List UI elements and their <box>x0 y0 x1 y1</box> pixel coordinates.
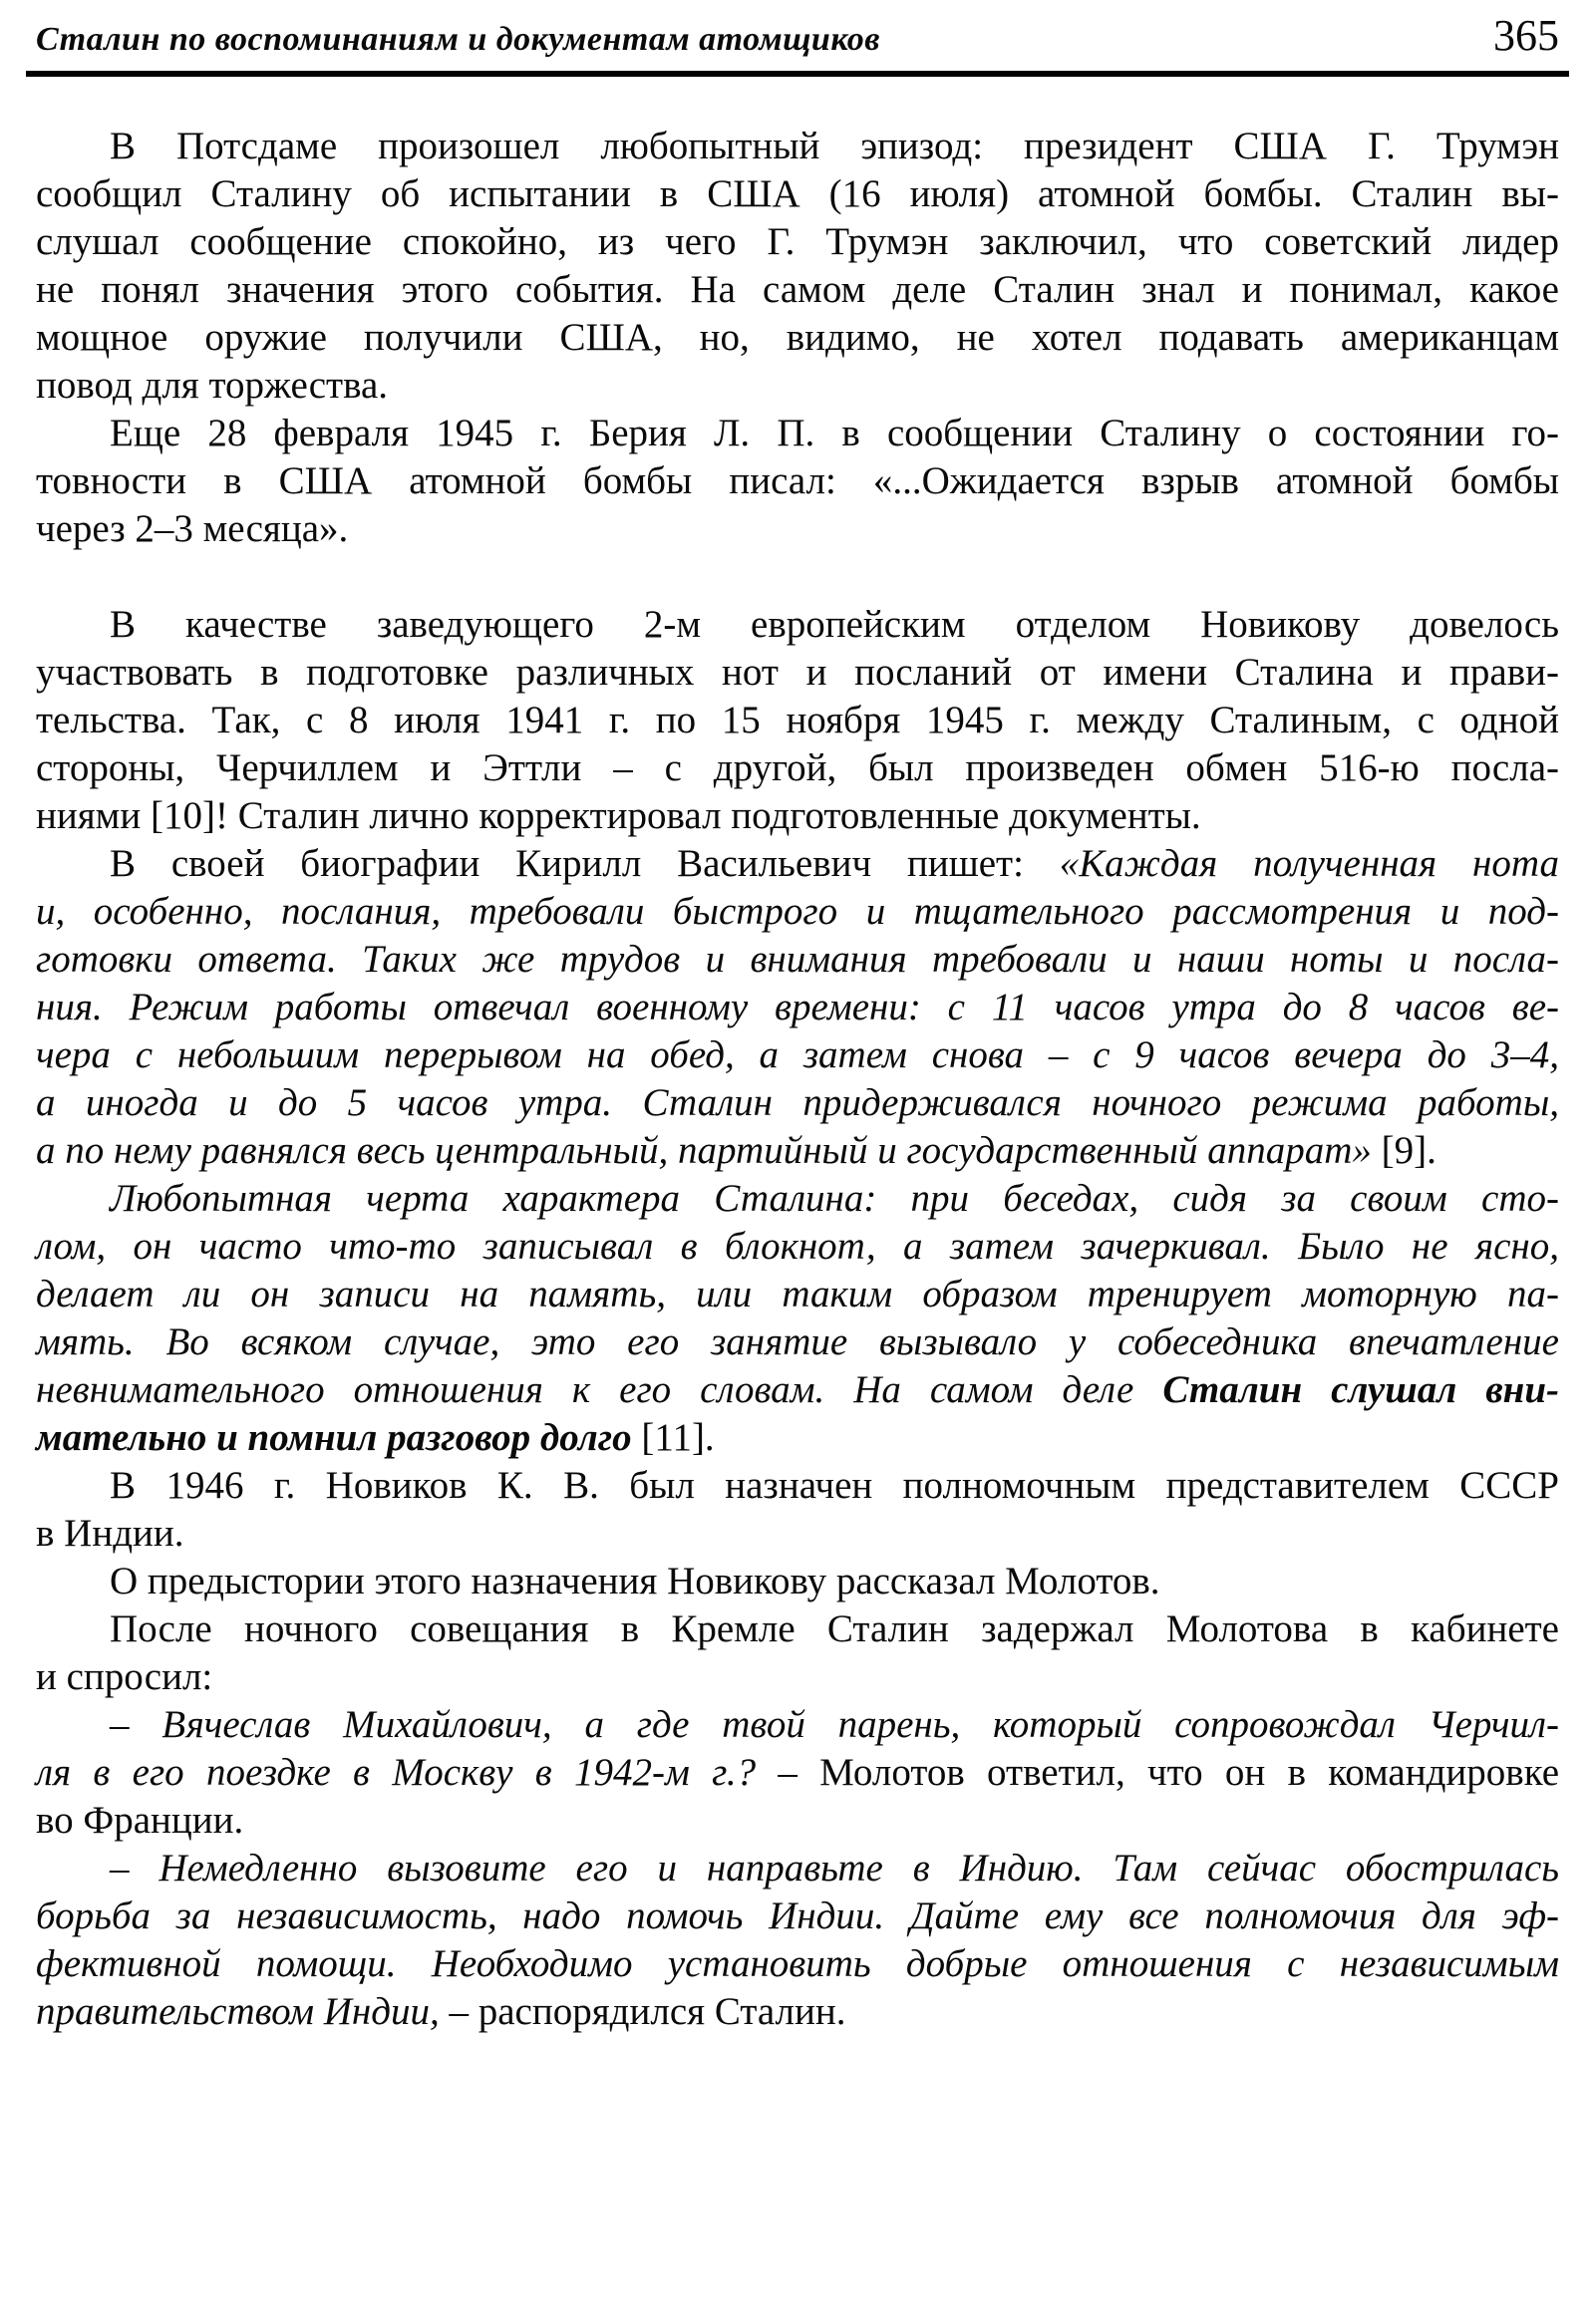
text-run: правительством Индии, <box>36 1990 450 2033</box>
text-line <box>36 1318 1559 1366</box>
text-line <box>36 936 1559 984</box>
running-head-title: Сталин по воспоминаниям и документам атомщиков <box>36 21 880 58</box>
text-run: Сталин слушал вни- <box>1162 1368 1559 1411</box>
text-run: – Немедленно вызовите его и направьте в Индию. Там сейчас обострилась <box>110 1847 1559 1889</box>
paragraph <box>36 410 1559 553</box>
text-run: лом, он часто что-то записывал в блокнот, а затем зачеркивал. Было не ясно, <box>36 1225 1559 1268</box>
text-line <box>36 744 1559 792</box>
text-line <box>36 1271 1559 1318</box>
text-run: а иногда и до 5 часов утра. Сталин придерживался ночного режима работы, <box>36 1081 1559 1124</box>
text-run: слушал сообщение спокойно, из чего Г. Трумэн заключил, что советский лидер <box>36 220 1559 263</box>
text-line <box>36 888 1559 936</box>
text-line <box>36 1462 1559 1510</box>
paragraph <box>36 1462 1559 1558</box>
paragraph <box>36 1701 1559 1845</box>
text-line <box>36 1366 1559 1414</box>
text-line <box>36 170 1559 218</box>
text-line <box>36 840 1559 888</box>
text-run: – распорядился Сталин. <box>449 1990 846 2033</box>
text-line <box>36 1892 1559 1940</box>
text-line <box>36 362 1559 410</box>
text-line <box>36 457 1559 505</box>
text-line <box>36 1845 1559 1892</box>
text-run: ния. Режим работы отвечал военному времени: с 11 часов утра до 8 часов ве- <box>36 986 1559 1028</box>
text-line <box>36 697 1559 744</box>
text-line <box>36 1653 1559 1701</box>
text-line <box>36 601 1559 649</box>
text-line <box>36 123 1559 170</box>
page-number: 365 <box>1493 11 1559 60</box>
text-line <box>36 1797 1559 1845</box>
paragraph <box>36 840 1559 1175</box>
body-text <box>36 123 1559 2036</box>
text-line <box>36 1031 1559 1079</box>
text-run: тельства. Так, с 8 июля 1941 г. по 15 ноября 1945 г. между Сталиным, с одной <box>36 699 1559 741</box>
text-line <box>36 1749 1559 1797</box>
text-run: товности в США атомной бомбы писал: «...Ожидается взрыв атомной бомбы <box>36 459 1559 502</box>
text-run: О предыстории этого назначения Новикову рассказал Молотов. <box>110 1560 1160 1602</box>
text-line <box>36 1605 1559 1653</box>
text-run: В 1946 г. Новиков К. В. был назначен полномочным представителем СССР <box>110 1464 1559 1507</box>
paragraph <box>36 1845 1559 2036</box>
text-run: фективной помощи. Необходимо установить добрые отношения с независимым <box>36 1942 1559 1985</box>
text-run: через 2–3 месяца». <box>36 507 349 550</box>
text-run: мощное оружие получили США, но, видимо, не хотел подавать американцам <box>36 316 1559 359</box>
text-line <box>36 218 1559 266</box>
paragraph <box>36 1175 1559 1462</box>
text-line <box>36 1558 1559 1605</box>
text-run: и спросил: <box>36 1655 213 1698</box>
text-run: Любопытная черта характера Сталина: при беседах, сидя за своим сто- <box>110 1177 1559 1220</box>
text-run: участвовать в подготовке различных нот и посланий от имени Сталина и прави- <box>36 651 1559 694</box>
text-run: Еще 28 февраля 1945 г. Берия Л. П. в сообщении Сталину о состоянии го- <box>110 412 1559 454</box>
text-line <box>36 792 1559 840</box>
text-line <box>36 1940 1559 1988</box>
header-rule <box>26 71 1569 77</box>
text-line <box>36 1701 1559 1749</box>
text-run: – Молотов ответил, что он в командировке <box>778 1751 1560 1794</box>
text-run: в Индии. <box>36 1512 184 1555</box>
text-run: борьба за независимость, надо помочь Индии. Дайте ему все полномочия для эф- <box>36 1894 1559 1937</box>
running-head <box>36 11 1559 60</box>
text-run: ниями [10]! Сталин лично корректировал подготовленные документы. <box>36 794 1201 837</box>
text-run: ля в его поездке в Москву в 1942-м г.? <box>36 1751 779 1794</box>
text-run: чера с небольшим перерывом на обед, а затем снова – с 9 часов вечера до 3–4, <box>36 1033 1559 1076</box>
text-run: во Франции. <box>36 1799 244 1842</box>
text-run: «Каждая полученная нота <box>1059 842 1560 885</box>
text-line <box>36 1175 1559 1223</box>
paragraph <box>36 1558 1559 1605</box>
text-line <box>36 1988 1559 2036</box>
text-run: сообщил Сталину об испытании в США (16 июля) атомной бомбы. Сталин вы- <box>36 172 1559 215</box>
text-line <box>36 266 1559 314</box>
text-run: не понял значения этого события. На самом деле Сталин знал и понимал, какое <box>36 268 1559 311</box>
text-run: и, особенно, послания, требовали быстрого и тщательного рассмотрения и под- <box>36 890 1559 933</box>
text-line <box>36 1223 1559 1271</box>
text-line <box>36 314 1559 362</box>
text-run: После ночного совещания в Кремле Сталин задержал Молотова в кабинете <box>110 1607 1559 1650</box>
text-run: мательно и помнил разговор долго <box>36 1416 632 1459</box>
paragraph <box>36 1605 1559 1701</box>
text-run: делает ли он записи на память, или таким образом тренирует моторную па- <box>36 1273 1559 1315</box>
text-run: а по нему равнялся весь центральный, партийный и государственный аппарат» <box>36 1129 1372 1172</box>
text-run: невнимательного отношения к его словам. На самом деле <box>36 1368 1163 1411</box>
text-run: готовки ответа. Таких же трудов и внимания требовали и наши ноты и посла- <box>36 938 1559 981</box>
text-run: стороны, Черчиллем и Эттли – с другой, был произведен обмен 516-ю посла- <box>36 746 1559 789</box>
paragraph <box>36 123 1559 410</box>
text-run: [9]. <box>1371 1129 1436 1172</box>
text-run: повод для торжества. <box>36 364 389 407</box>
text-line <box>36 505 1559 553</box>
text-run: В Потсдаме произошел любопытный эпизод: президент США Г. Трумэн <box>110 125 1559 167</box>
text-run: – Вячеслав Михайлович, а где твой парень, который сопровождал Черчил- <box>110 1703 1559 1746</box>
text-line <box>36 1079 1559 1127</box>
text-line <box>36 984 1559 1031</box>
text-run: В своей биографии Кирилл Васильевич пишет: <box>110 842 1060 885</box>
text-line <box>36 410 1559 457</box>
text-run: мять. Во всяком случае, это его занятие вызывало у собеседника впечатление <box>36 1320 1559 1363</box>
text-line <box>36 1127 1559 1175</box>
text-line <box>36 649 1559 697</box>
paragraph <box>36 601 1559 840</box>
text-line <box>36 1510 1559 1558</box>
text-run: [11]. <box>631 1416 715 1459</box>
text-line <box>36 1414 1559 1462</box>
text-run: В качестве заведующего 2-м европейским отделом Новикову довелось <box>110 603 1559 646</box>
